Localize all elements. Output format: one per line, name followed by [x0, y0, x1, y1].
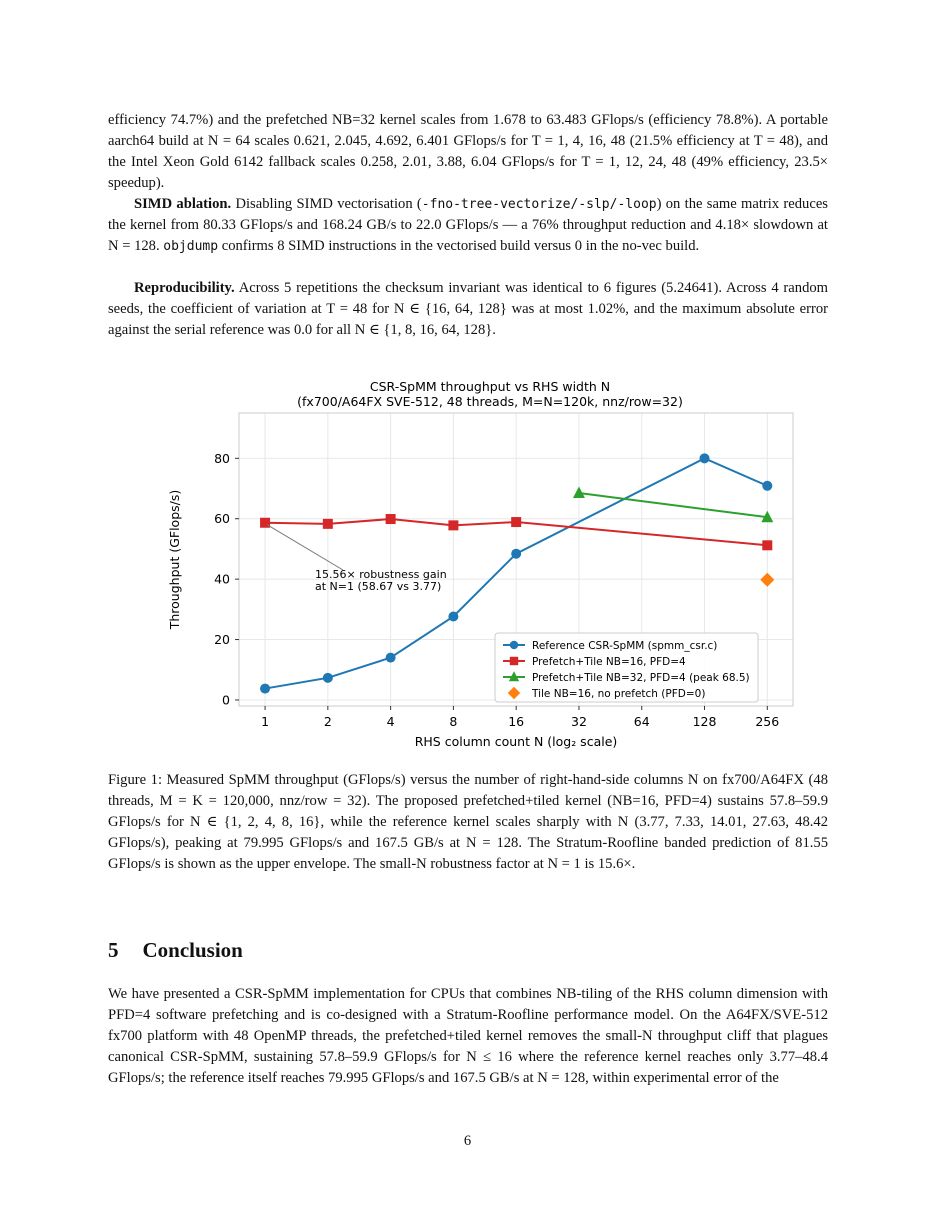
x-tick-label: 4 [386, 714, 395, 729]
y-tick-label: 60 [214, 511, 230, 527]
paragraph-scaling [108, 110, 828, 194]
data-point [260, 684, 270, 694]
figure-caption: Figure 1: Measured SpMM throughput (GFlops/s) versus the number of right-hand-side columns N on fx700/A64FX (48 threads, M = K = 120,000, nnz/row = 32). The proposed prefetched+tiled kernel (NB=16, PFD=4) sustains 57.8–59.9 GFlops/s for N ∈ {1, 2, 4, 8, 16}, while the reference kernel scales sharply with N (3.77, 7.33, 14.01, 27.63, 48.42 GFlops/s), peaking at 79.995 GFlops/s and 167.5 GB/s at N = 128. The Stratum-Roofline banded prediction of 81.55 GFlops/s is shown as the upper envelope. The small-N robustness factor at N = 1 is 15.6×. [108, 772, 828, 872]
series-4 [760, 573, 774, 587]
x-tick-label: 1 [261, 714, 270, 729]
section-number: 5 [108, 938, 119, 962]
section-heading [108, 938, 243, 963]
legend-marker [510, 657, 518, 665]
chart-subtitle: (fx700/A64FX SVE-512, 48 threads, M=N=120k, nnz/row=32) [297, 394, 683, 409]
data-point [762, 540, 772, 550]
legend-label: Tile NB=16, no prefetch (PFD=0) [532, 688, 706, 700]
y-axis-label: Throughput (GFlops/s) [167, 489, 182, 630]
x-axis-label: RHS column count N (log₂ scale) [414, 734, 618, 749]
x-tick-label: 256 [755, 714, 780, 729]
chart-title: CSR-SpMM throughput vs RHS width N [369, 379, 611, 394]
repro-heading: Reproducibility. [134, 280, 235, 296]
x-tick-label: 64 [633, 714, 650, 729]
page-number: 6 [463, 1133, 472, 1149]
data-point [700, 453, 710, 463]
legend-label: Prefetch+Tile NB=16, PFD=4 [532, 656, 686, 668]
annotation-arrow [267, 525, 343, 570]
data-point [323, 673, 333, 683]
chart-annotation [267, 525, 447, 593]
legend-entry [503, 640, 717, 652]
legend-marker [510, 641, 518, 649]
x-tick-label: 2 [323, 714, 332, 729]
simd-text-c: confirms 8 SIMD instructions in the vectorised build versus 0 in the no-vec build. [218, 238, 700, 254]
data-point [323, 519, 333, 529]
data-point [511, 517, 521, 527]
section-title: Conclusion [142, 938, 243, 962]
data-point [386, 653, 396, 663]
legend-label: Reference CSR-SpMM (spmm_csr.c) [532, 640, 718, 652]
data-point [386, 514, 396, 524]
legend-entry [508, 687, 706, 700]
simd-text-b: ) on the same matrix reduces the kernel from 80.33 GFlops/s and 168.24 GB/s to 22.0 GFlops/s — a 76% throughput reduction and 4.18× slowdown at N = 128. [108, 196, 828, 254]
y-tick-label: 20 [214, 632, 230, 648]
conclusion-paragraph: We have presented a CSR-SpMM implementation for CPUs that combines NB-tiling of the RHS column dimension with PFD=4 software prefetching and is co-designed with a Stratum-Roofline performance model. On the A64FX/SVE-512 fx700 platform with 48 OpenMP threads, the prefetched+tiled kernel removes the small-N throughput cliff that plagues canonical CSR-SpMM, sustaining 57.8–59.9 GFlops/s for N ≤ 16 where the reference kernel reaches only 3.77–48.4 GFlops/s; the reference itself reaches 79.995 GFlops/s and 167.5 GB/s at N = 128, within experimental error of the [108, 986, 828, 1086]
y-tick-label: 80 [214, 450, 230, 466]
repro-text: Across 5 repetitions the checksum invariant was identical to 6 figures (5.24641). Across 4 random seeds, the coefficient of variation at T = 48 for N ∈ {16, 64, 128} was at most 1.02%, and the maximum absolute error against the serial reference was 0.0 for all N ∈ {1, 8, 16, 64, 128}. [108, 280, 829, 338]
simd-text-a: Disabling SIMD vectorisation ( [235, 196, 422, 212]
figure-1 [108, 375, 828, 760]
x-tick-label: 8 [449, 714, 458, 729]
paragraph-scaling-text: efficiency 74.7%) and the prefetched NB=32 kernel scales from 1.678 to 63.483 GFlops/s (efficiency 78.8%). A portable aarch64 build at N = 64 scales 0.621, 2.045, 4.692, 6.401 GFlops/s for T = 1, 4, 16, 48 (21.5% efficiency at T = 48), and the Intel Xeon Gold 6142 fallback scales 0.258, 2.01, 3.88, 6.04 GFlops/s for T = 1, 12, 24, 48 (49% efficiency, 23.5× speedup). [108, 112, 828, 191]
chart-legend [495, 633, 758, 702]
annotation-line-2: at N=1 (58.67 vs 3.77) [315, 580, 442, 593]
data-point [573, 487, 585, 499]
paragraph-simd [108, 194, 828, 257]
series-3 [573, 487, 773, 523]
throughput-chart [108, 375, 828, 760]
legend-label: Prefetch+Tile NB=32, PFD=4 (peak 68.5) [532, 672, 750, 684]
legend-entry [503, 671, 750, 684]
annotation-line-1: 15.56× robustness gain [315, 568, 447, 581]
simd-flags-code: -fno-tree-vectorize/-slp/-loop [421, 197, 657, 212]
data-point [448, 520, 458, 530]
data-point [260, 518, 270, 528]
paragraph-reproducibility [108, 278, 828, 341]
x-tick-label: 32 [571, 714, 587, 729]
objdump-code: objdump [163, 239, 219, 254]
data-point [448, 611, 458, 621]
x-tick-label: 16 [508, 714, 525, 729]
y-tick-label: 0 [222, 692, 230, 708]
data-point [511, 549, 521, 559]
simd-heading: SIMD ablation. [134, 196, 232, 212]
data-point [760, 573, 774, 587]
series-line [579, 493, 767, 517]
data-point [762, 481, 772, 491]
y-tick-label: 40 [214, 571, 230, 587]
x-tick-label: 128 [692, 714, 717, 729]
